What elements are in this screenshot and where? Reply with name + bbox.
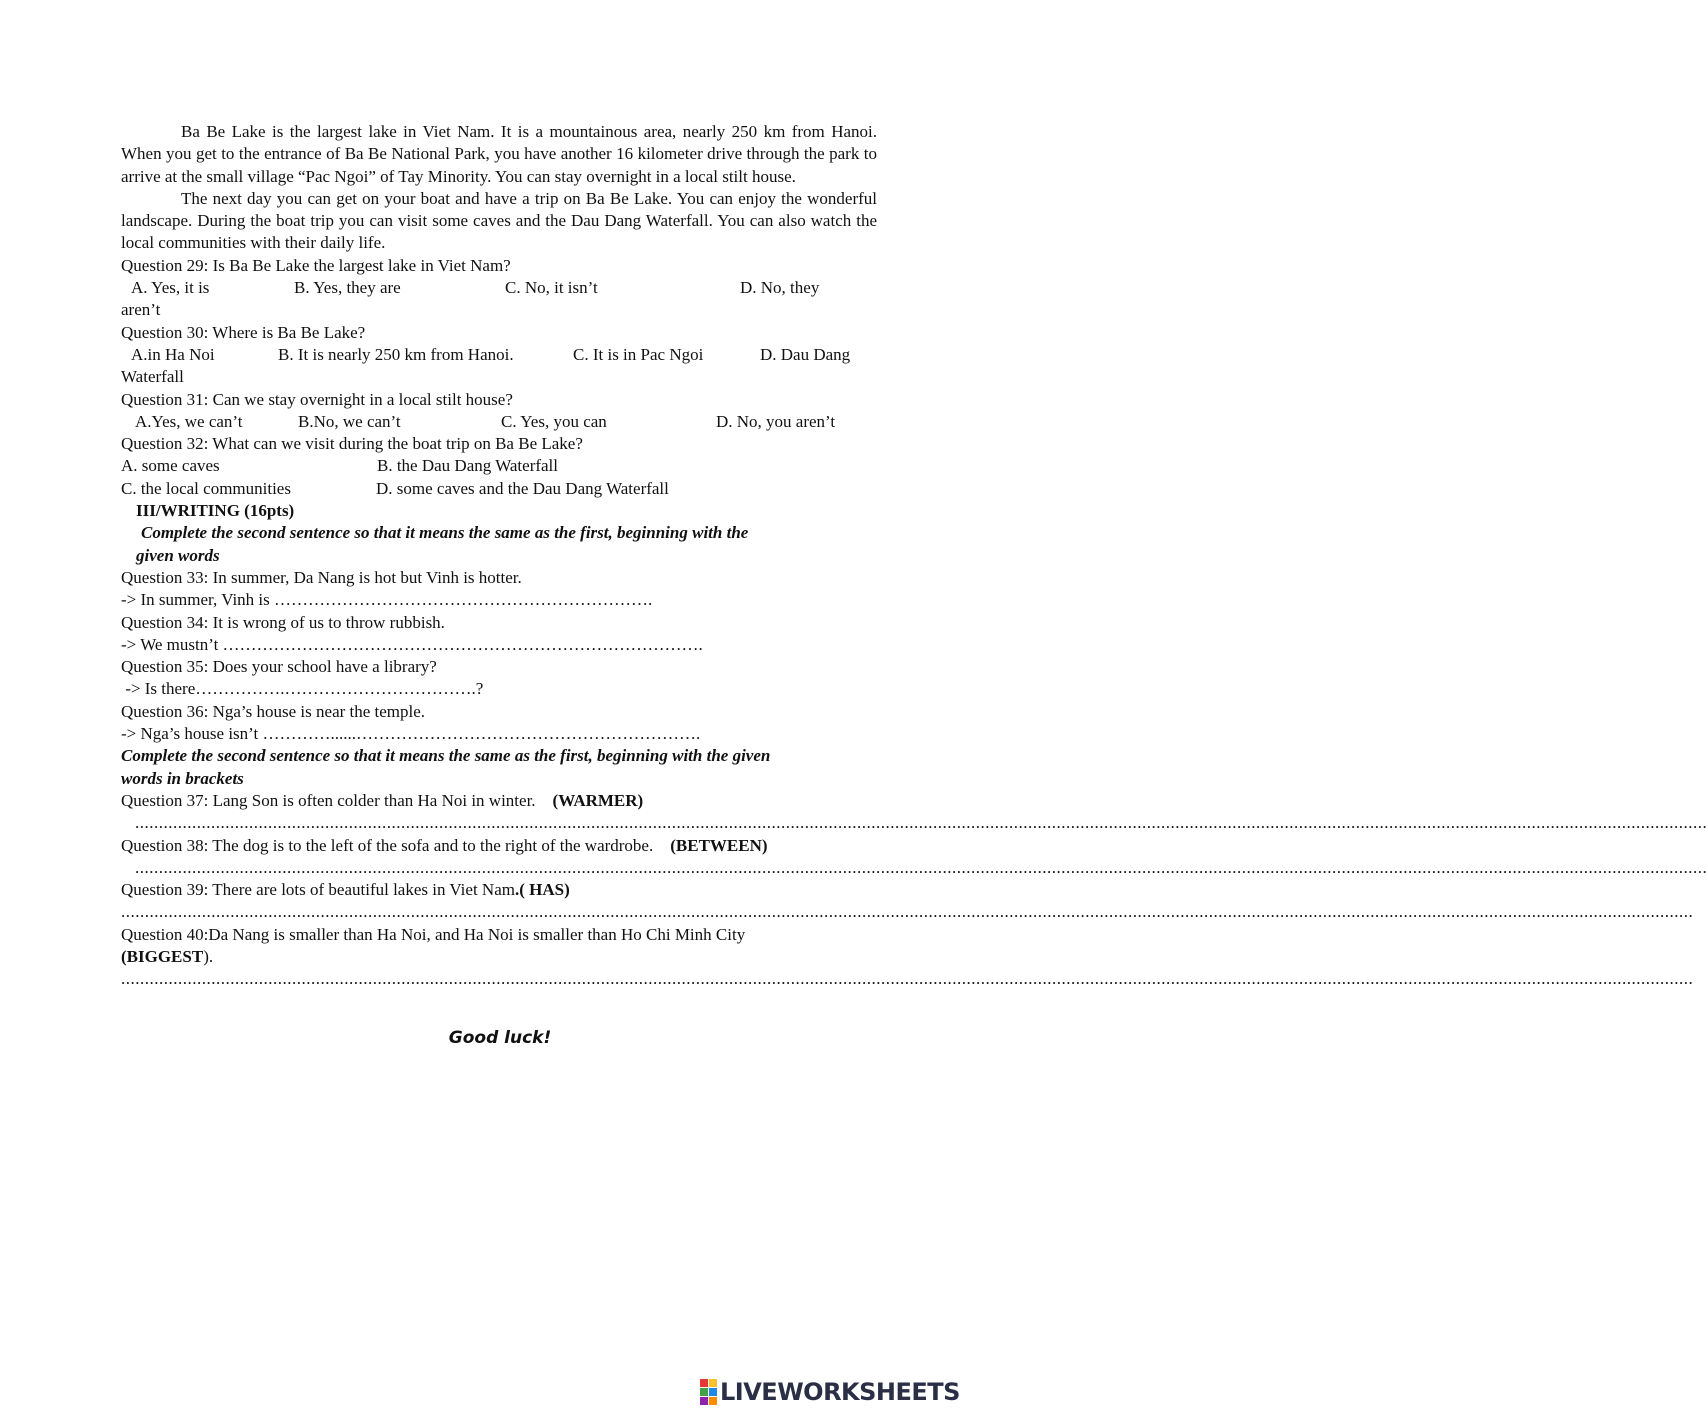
question-38-keyword: (BETWEEN) [670,835,768,855]
question-32: Question 32: What can we visit during the boat trip on Ba Be Lake? [121,434,583,454]
option-a[interactable]: A.Yes, we can’t [135,411,243,431]
option-d-continued: Waterfall [121,367,184,387]
option-d[interactable]: D. some caves and the Dau Dang Waterfall [376,478,669,498]
option-b[interactable]: B.No, we can’t [298,411,401,431]
question-38 [121,835,877,857]
good-luck-closing: Good luck! [448,1028,552,1048]
question-37 [121,790,877,812]
question-31-options [121,411,877,433]
question-40-tail: ). [203,946,214,966]
question-34: Question 34: It is wrong of us to throw rubbish. [121,612,445,632]
option-c[interactable]: C. No, it isn’t [505,278,598,298]
logo-grid-icon [700,1379,717,1405]
option-c[interactable]: C. It is in Pac Ngoi [573,344,704,364]
option-a[interactable]: A. Yes, it is [131,278,210,298]
passage-paragraph-2: The next day you can get on your boat and have a trip on Ba Be Lake. You can enjoy the wonderful landscape. During the boat trip you can visit some caves and the Dau Dang Waterfall. You can also watch the local communities with their daily life. [121,188,877,253]
question-37-text: Question 37: Lang Son is often colder than Ha Noi in winter. [121,790,536,810]
answer-35-line[interactable]: -> Is there…………….…………………………….? [121,679,484,699]
question-40-keyword: (BIGGEST [121,946,204,966]
writing-instruction-1-continued: given words [136,545,220,565]
logo-text: LIVEWORKSHEETS [720,1378,960,1406]
question-33: Question 33: In summer, Da Nang is hot but Vinh is hotter. [121,567,522,587]
option-c[interactable]: C. the local communities [121,478,291,498]
question-35: Question 35: Does your school have a library? [121,657,437,677]
question-29-options [121,277,877,299]
question-32-options-row-1 [121,455,877,477]
answer-33-line[interactable]: -> In summer, Vinh is …………………………………………………………. [121,590,653,610]
option-b[interactable]: B. It is nearly 250 km from Hanoi. [278,344,514,364]
writing-instruction-2: Complete the second sentence so that it means the same as the first, beginning with the given [121,746,771,766]
option-d[interactable]: D. No, they [740,278,820,298]
question-30-options [121,344,877,366]
question-32-options-row-2 [121,478,877,500]
worksheet-page [121,121,1707,991]
writing-heading: III/WRITING (16pts) [136,501,295,521]
answer-36-line[interactable]: -> Nga’s house isn’t …………......……………………………………………………. [121,724,701,744]
option-d[interactable]: D. Dau Dang [760,344,851,364]
passage-paragraph-1: Ba Be Lake is the largest lake in Viet Nam. It is a mountainous area, nearly 250 km from Hanoi. When you get to the entrance of Ba Be National Park, you have another 16 kilometer drive through the park to arrive at the small village “Pac Ngoi” of Tay Minority. You can stay overnight in a local stilt house. [121,122,877,186]
logo-square-icon [700,1388,708,1396]
answer-39-line[interactable]: ........................................................................................................................................................................................................................................................................................................................................... [121,902,1694,922]
question-29: Question 29: Is Ba Be Lake the largest lake in Viet Nam? [121,255,511,275]
question-36: Question 36: Nga’s house is near the temple. [121,701,426,721]
option-a[interactable]: A. some caves [121,456,220,476]
question-39-text: Question 39: There are lots of beautiful lakes in Viet Nam [121,880,515,900]
answer-37-line[interactable]: ........................................................................................................................................................................................................................................................................................................................................... [135,813,1707,833]
answer-38-line[interactable]: ........................................................................................................................................................................................................................................................................................................................................... [135,857,1707,877]
logo-square-icon [709,1379,717,1387]
option-a[interactable]: A.in Ha Noi [131,344,215,364]
logo-square-icon [700,1379,708,1387]
option-b[interactable]: B. the Dau Dang Waterfall [377,456,559,476]
question-40: Question 40:Da Nang is smaller than Ha Noi, and Ha Noi is smaller than Ho Chi Minh City [121,924,746,944]
question-31: Question 31: Can we stay overnight in a local stilt house? [121,389,513,409]
option-d-continued: aren’t [121,300,161,320]
answer-34-line[interactable]: -> We mustn’t …………………………………………………………………………. [121,634,703,654]
writing-instruction-1: Complete the second sentence so that it means the same as the first, beginning with the [141,523,749,543]
question-39-keyword: .( HAS) [514,880,570,900]
question-38-text: Question 38: The dog is to the left of the sofa and to the right of the wardrobe. [121,835,654,855]
question-37-keyword: (WARMER) [552,790,644,810]
logo-square-icon [709,1388,717,1396]
answer-40-line[interactable]: ........................................................................................................................................................................................................................................................................................................................................... [121,969,1694,989]
logo-square-icon [709,1397,717,1405]
liveworksheets-logo[interactable] [700,1378,960,1406]
question-39 [121,879,877,901]
writing-instruction-2-continued: words in brackets [121,768,244,788]
question-40-continued [121,946,877,968]
option-d[interactable]: D. No, you aren’t [716,411,836,431]
logo-square-icon [700,1397,708,1405]
option-c[interactable]: C. Yes, you can [501,411,607,431]
option-b[interactable]: B. Yes, they are [294,278,401,298]
question-30: Question 30: Where is Ba Be Lake? [121,322,366,342]
